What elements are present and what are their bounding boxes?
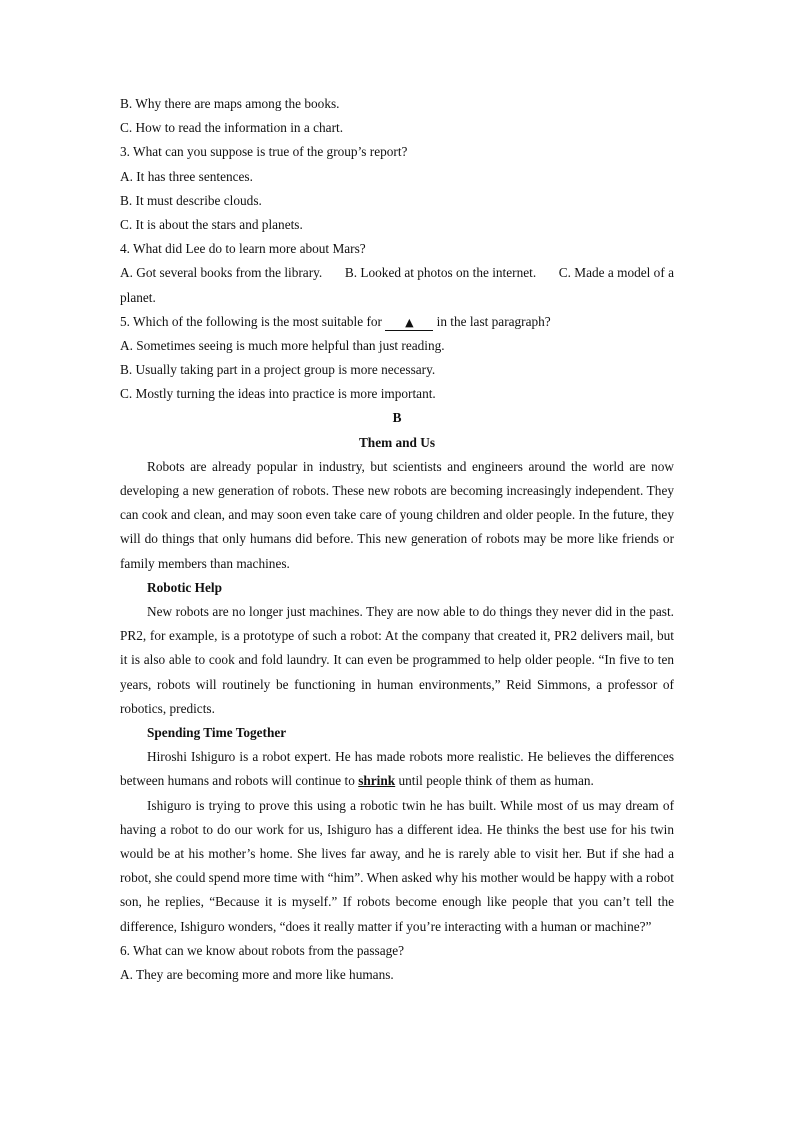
intro-paragraph: Robots are already popular in industry, but scientists and engineers around the world are now developing a new generation of robots. These new robots are becoming increasingly independent. They can cook and clean, and may soon even take care of young children and older people. In the future, they will do things that only humans did before. This new generation of robots may be more like friends or family members than machines.: [120, 458, 674, 571]
q3-option-a: A. It has three sentences.: [120, 168, 253, 184]
answer-blank: ▲: [385, 316, 433, 331]
q5-text-before: 5. Which of the following is the most suitable for: [120, 313, 386, 329]
subheading-spending-time: Spending Time Together: [147, 725, 287, 741]
highlighted-word: shrink: [358, 773, 396, 789]
robotic-help-paragraph: New robots are no longer just machines. They are now able to do things they never did in the past. PR2, for example, is a prototype of such a robot: At the company that created it, PR2 delivers mail, but it is also able to cook and fold laundry. It can even be programmed to help older people. “In five to ten years, robots will routinely be functioning in human environments,” Reid Simmons, a professor of robotics, predicts.: [120, 604, 674, 716]
q4-options-line: [120, 261, 674, 285]
question-6: 6. What can we know about robots from the passage?: [120, 942, 405, 958]
ishiguro-paragraph-2: Ishiguro is trying to prove this using a robotic twin he has built. While most of us may dream of having a robot to do our work for us, Ishiguro has a different idea. He thinks the best use for his twin would be at his mother’s home. She lives far away, and he is rarely able to visit her. But if she had a robot, she could spend more time with “him”. When asked why his mother would be happy with a robot son, he replies, “Because it is myself.” If robots become enough like people that you can’t tell the difference, Ishiguro wonders, “does it really matter if you’re interacting with a human or machine?”: [120, 797, 674, 934]
q3-option-c: C. It is about the stars and planets.: [120, 216, 303, 232]
q4-option-a: A. Got several books from the library.: [120, 265, 323, 281]
subheading-robotic-help: Robotic Help: [147, 579, 222, 595]
q5-option-c: C. Mostly turning the ideas into practice is more important.: [120, 386, 436, 402]
question-3: 3. What can you suppose is true of the group’s report?: [120, 144, 408, 160]
q5-text-after: in the last paragraph?: [433, 313, 551, 329]
section-letter: B: [392, 410, 402, 426]
q2-option-b: B. Why there are maps among the books.: [120, 96, 340, 111]
document-page: [120, 92, 674, 987]
q5-option-a: A. Sometimes seeing is much more helpful than just reading.: [120, 337, 445, 353]
q6-option-a: A. They are becoming more and more like humans.: [120, 967, 394, 983]
para2-before: Hiroshi Ishiguro is a robot expert. He has made robots more realistic. He believes the differences between humans and robots will continue to: [120, 749, 674, 789]
question-4: 4. What did Lee do to learn more about Mars?: [120, 241, 366, 257]
q4-option-c: C. Made a model of a: [558, 265, 674, 281]
ishiguro-paragraph-1: [120, 745, 674, 793]
passage-title: Them and Us: [358, 434, 436, 450]
q3-option-b: B. It must describe clouds.: [120, 192, 262, 208]
q4-option-b: B. Looked at photos on the internet.: [344, 265, 537, 281]
question-5: [120, 310, 674, 334]
para2-after: until people think of them as human.: [395, 773, 594, 789]
q4-option-c-cont: planet.: [120, 289, 156, 305]
q5-option-b: B. Usually taking part in a project group is more necessary.: [120, 362, 436, 378]
q2-option-c: C. How to read the information in a chart.: [120, 120, 344, 136]
